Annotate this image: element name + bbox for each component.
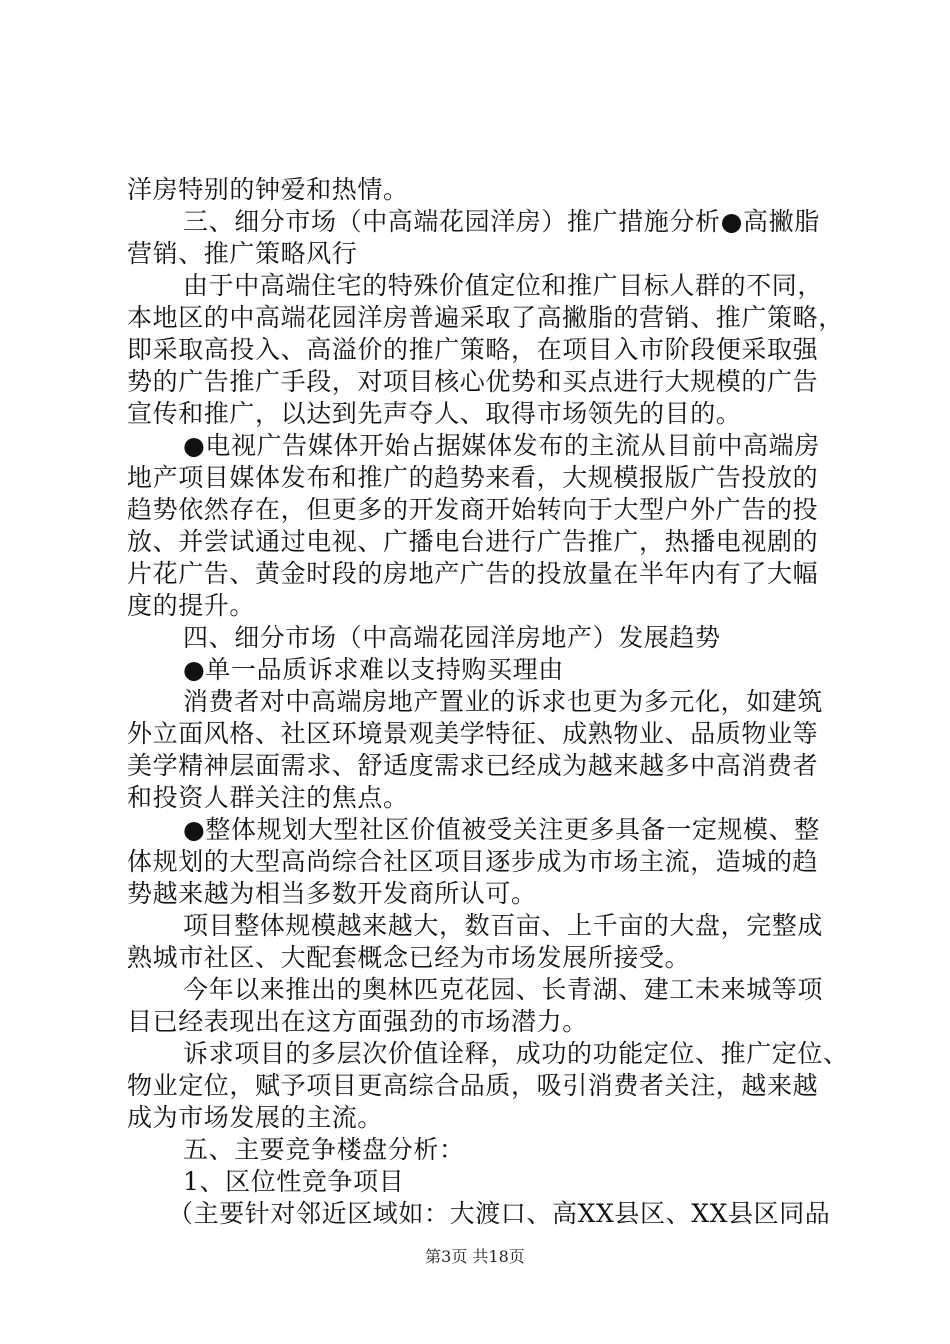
text-line: 熟城市社区、大配套概念已经为市场发展所接受。 xyxy=(127,943,691,972)
text-line: 1、区位性竞争项目 xyxy=(183,1167,405,1196)
text-line: 项目整体规模越来越大，数百亩、上千亩的大盘，完整成 xyxy=(183,911,824,940)
section-heading: 四、细分市场（中高端花园洋房地产）发展趋势 xyxy=(183,623,721,652)
text-line: 地产项目媒体发布和推广的趋势来看，大规模报版广告投放的 xyxy=(127,463,819,492)
text-line: 宣传和推广，以达到先声夺人、取得市场领先的目的。 xyxy=(127,399,742,428)
page-footer: 第3页 共18页 xyxy=(425,1247,525,1266)
text-line: ●电视广告媒体开始占据媒体发布的主流从目前中高端房 xyxy=(183,431,820,460)
text-line: 美学精神层面需求、舒适度需求已经成为越来越多中高消费者 xyxy=(127,751,819,780)
text-line: 度的提升。 xyxy=(127,591,256,620)
text-line: （主要针对邻近区域如：大渡口、高XX县区、XX县区同品 xyxy=(168,1199,831,1228)
text-line: 目已经表现出在这方面强劲的市场潜力。 xyxy=(127,1007,588,1036)
text-line: 趋势依然存在，但更多的开发商开始转向于大型户外广告的投 xyxy=(127,495,819,524)
text-line: 成为市场发展的主流。 xyxy=(127,1103,384,1132)
text-line: 片花广告、黄金时段的房地产广告的投放量在半年内有了大幅 xyxy=(127,559,819,588)
text-line: 由于中高端住宅的特殊价值定位和推广目标人群的不同， xyxy=(183,271,824,300)
text-line: 今年以来推出的奥林匹克花园、长青湖、建工未来城等项 xyxy=(183,975,824,1004)
text-line: 诉求项目的多层次价值诠释，成功的功能定位、推广定位、 xyxy=(183,1039,849,1068)
text-line: 势越来越为相当多数开发商所认可。 xyxy=(127,879,537,908)
section-heading: 五、主要竞争楼盘分析： xyxy=(183,1135,465,1164)
text-line: 营销、推广策略风行 xyxy=(127,239,358,268)
text-line: 外立面风格、社区环境景观美学特征、成熟物业、品质物业等 xyxy=(127,719,819,748)
text-line: 和投资人群关注的焦点。 xyxy=(127,783,409,812)
text-line: 放、并尝试通过电视、广播电台进行广告推广，热播电视剧的 xyxy=(127,527,819,556)
text-line: 物业定位，赋予项目更高综合品质，吸引消费者关注，越来越 xyxy=(127,1071,819,1100)
text-line: 体规划的大型高尚综合社区项目逐步成为市场主流，造城的趋 xyxy=(127,847,819,876)
text-line: 消费者对中高端房地产置业的诉求也更为多元化，如建筑 xyxy=(183,687,824,716)
text-line: ●单一品质诉求难以支持购买理由 xyxy=(183,655,564,684)
text-line: 即采取高投入、高溢价的推广策略，在项目入市阶段便采取强 xyxy=(127,335,819,364)
text-line: ●整体规划大型社区价值被受关注更多具备一定规模、整 xyxy=(183,815,820,844)
section-heading: 三、细分市场（中高端花园洋房）推广措施分析●高撇脂 xyxy=(183,207,820,236)
text-line: 本地区的中高端花园洋房普遍采取了高撇脂的营销、推广策略， xyxy=(127,303,844,332)
text-line: 洋房特别的钟爱和热情。 xyxy=(127,175,409,204)
text-line: 势的广告推广手段，对项目核心优势和买点进行大规模的广告 xyxy=(127,367,819,396)
